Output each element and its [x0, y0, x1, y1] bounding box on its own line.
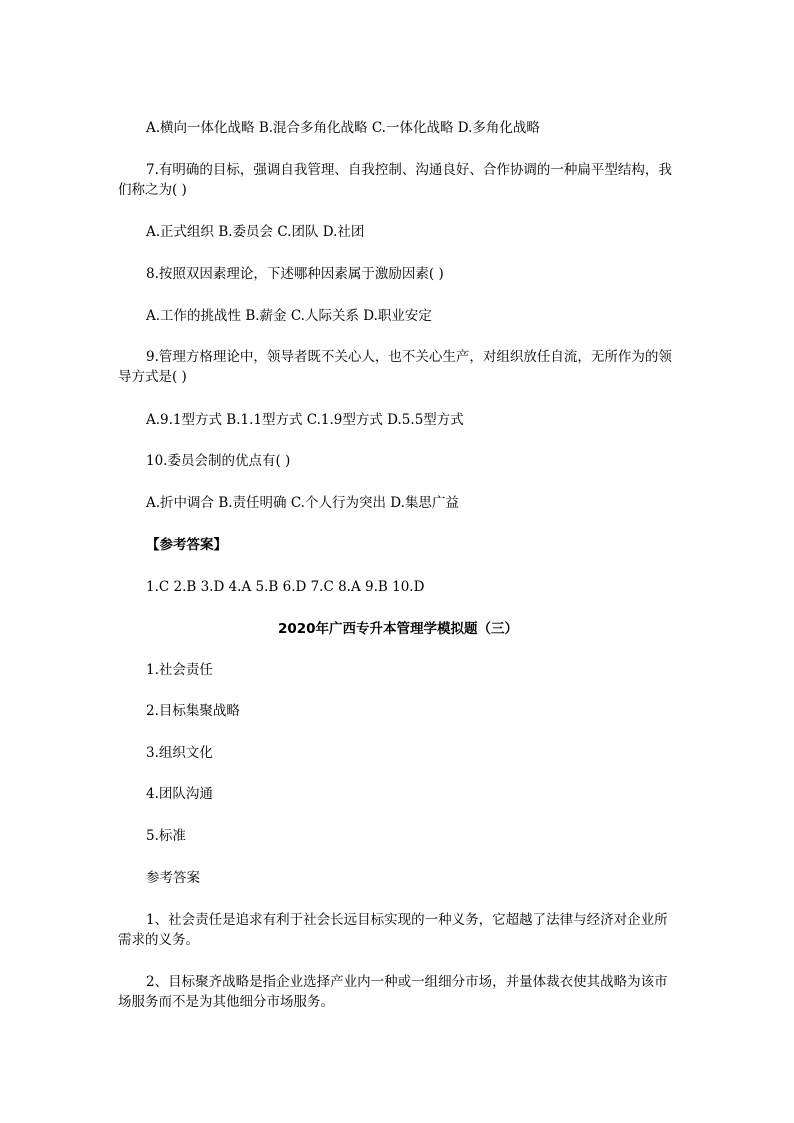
q6-options: A.横向一体化战略 B.混合多角化战略 C.一体化战略 D.多角化战略 — [146, 120, 540, 136]
q7-options: A.正式组织 B.委员会 C.团队 D.社团 — [146, 224, 365, 240]
q10-stem: 10.委员会制的优点有( ) — [146, 453, 291, 469]
term-item: 3.组织文化 — [146, 745, 213, 761]
section-title: 2020年广西专升本管理学模拟题（三） — [277, 621, 519, 637]
q9-options: A.9.1型方式 B.1.1型方式 C.1.9型方式 D.5.5型方式 — [146, 412, 464, 428]
q10-options: A.折中调合 B.责任明确 C.个人行为突出 D.集思广益 — [146, 495, 459, 511]
explanation-item: 1、社会责任是追求有利于社会长远目标实现的一种义务，它超越了法律与经济对企业所需求的义务。 — [118, 912, 668, 948]
q9-stem: 9.管理方格理论中，领导者既不关心人，也不关心生产，对组织放任自流，无所作为的领导方式是( ) — [118, 349, 672, 385]
term-item: 2.目标集聚战略 — [146, 703, 240, 719]
term-item: 1.社会责任 — [146, 662, 213, 678]
q8-stem: 8.按照双因素理论，下述哪种因素属于激励因素( ) — [146, 266, 444, 282]
term-item: 4.团队沟通 — [146, 786, 213, 802]
explanation-item: 2、目标聚齐战略是指企业选择产业内一种或一组细分市场，并量体裁衣使其战略为该市场服务而不是为其他细分市场服务。 — [118, 974, 668, 1010]
term-item: 5.标准 — [146, 828, 186, 844]
answer-list: 1.C 2.B 3.D 4.A 5.B 6.D 7.C 8.A 9.B 10.D — [146, 579, 425, 595]
reference-answer-label: 参考答案 — [146, 870, 200, 886]
q8-options: A.工作的挑战性 B.薪金 C.人际关系 D.职业安定 — [146, 308, 432, 324]
q7-stem: 7.有明确的目标，强调自我管理、自我控制、沟通良好、合作协调的一种扁平型结构，我们称之为( ) — [118, 162, 672, 198]
answer-header: 【参考答案】 — [146, 537, 227, 553]
